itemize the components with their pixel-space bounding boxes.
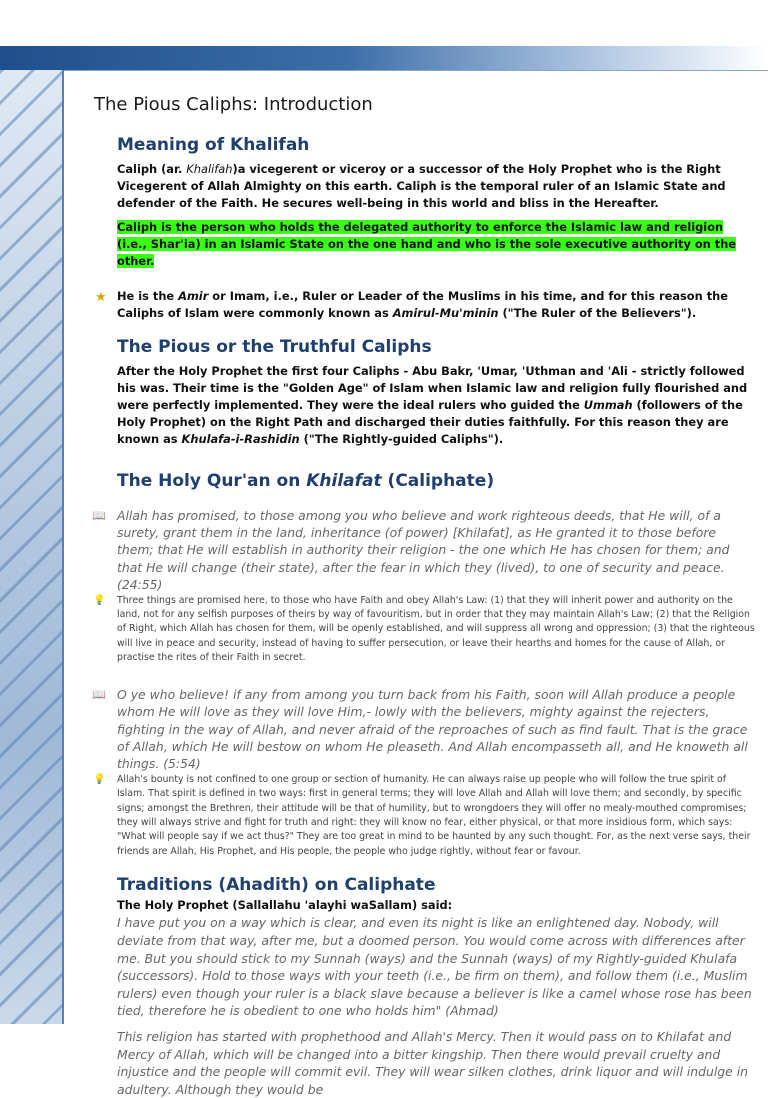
commentary-5-54: 💡 Allah's bounty is not confined to one group or section of humanity. He can always raise up people who will follow the true spirit of Islam. That spirit is defined in two ways: first in general terms; they will love Allah and Allah will love them; and secondly, by specific signs; amongst the Brethren, their attitude will be that of humility, but to wrongdoers they will offer no mealy-mouthed compromises; they will always strive and fight for truth and right: they will know no fear, either physical, or that more insidious form, which says: "What will people say if we act thus?" They are too great in mind to be haunted by any such thought. For, as the next verse says, their friends are Allah, His Prophet, and His people, the people who judge rightly, without fear or favour. xyxy=(93,773,751,857)
traditions-intro: The Holy Prophet (Sallallahu 'alayhi waSallam) said: xyxy=(117,898,453,913)
quran-verse-5-54: 📖 O ye who believe! if any from among you turn back from his Faith, soon will Allah produce a people whom He will love as they will love Him,- lowly with the believers, mighty against the rejecters, fighting in the way of Allah, and never afraid of the reproaches of such as find fault. That is the grace of Allah, which He will bestow on whom He pleaseth. And Allah encompasseth all, and He knoweth all things. (5:54) xyxy=(92,686,748,772)
tradition-1: I have put you on a way which is clear, and even its night is like an enlightened day. Nobody, will deviate from that way, after me, but a doomed person. You would come across with differences after me. But you should stick to my Sunnah (ways) and the Sunnah (ways) of my Rightly-guided Khulafa (successors). Hold to those ways with your teeth (i.e., be firm on them), and follow them (i.e., Muslim rulers) even though your ruler is a black slave because a believer is like a camel whose rose has been tied, therefore he is obedient to one who holds him" (Ahmad) xyxy=(117,915,752,1019)
khalifah-definition: Caliph (ar. Khalifah)a vicegerent or viceroy or a successor of the Holy Prophet who is the Right Vicegerent of Allah Almighty on this earth. Caliph is the temporal ruler of an Islamic State and defender of the Faith. He secures well-being in this world and bliss in the Hereafter. xyxy=(117,162,726,211)
page-title: The Pious Caliphs: Introduction xyxy=(94,94,373,115)
highlighted-definition: Caliph is the person who holds the delegated authority to enforce the Islamic law and religion (i.e., Shar'ia) in an Islamic State on the one hand and who is the sole executive authority on the other. xyxy=(117,219,737,269)
left-rule xyxy=(62,70,64,1024)
tradition-2: This religion has started with prophethood and Allah's Mercy. Then it would pass on to Khilafat and Mercy of Allah, which will be changed into a bitter kingship. Then there would prevail cruelty and injustice and the people will commit evil. They will wear silken clothes, drink liquor and will indulge in adultery. Although they would be xyxy=(117,1028,749,1097)
header-band xyxy=(0,46,768,70)
header-rule xyxy=(0,70,768,71)
heading-quran-on-khilafat: The Holy Qur'an on Khilafat (Caliphate) xyxy=(117,470,495,491)
document-body xyxy=(94,94,756,1098)
lightbulb-icon: 💡 xyxy=(93,773,106,785)
book-icon: 📖 xyxy=(92,687,106,701)
lightbulb-icon: 💡 xyxy=(93,594,106,606)
star-icon: ★ xyxy=(95,290,107,306)
quran-verse-24-55: 📖 Allah has promised, to those among you who believe and work righteous deeds, that He will, of a surety, grant them in the land, inheritance (of power) [Khilafat], as He granted it to those before them; that He will establish in authority their religion - the one which He has chosen for them; and that He will change (their state), after the fear in which they (lived), to one of security and peace. (24:55) xyxy=(92,507,730,593)
pious-caliphs-paragraph: After the Holy Prophet the first four Caliphs - Abu Bakr, 'Umar, 'Uthman and 'Ali - strictly followed his was. Their time is the "Golden Age" of Islam when Islamic law and religion fully flourished and were perfectly implemented. They were the ideal rulers who guided the Ummah (followers of the Holy Prophet) on the Right Path and discharged their duties faithfully. For this reason they are known as Khulafa-i-Rashidin ("The Rightly-guided Caliphs"). xyxy=(117,363,748,447)
commentary-24-55: 💡 Three things are promised here, to those who have Faith and obey Allah's Law: (1) that they will inherit power and authority on the land, not for any selfish purposes of theirs by way of favouritism, but in order that they may maintain Allah's Law; (2) that the Religion of Right, which Allah has chosen for them, will be openly established, and will suppress all wrong and oppression; (3) that the righteous will live in peace and security, instead of having to suffer persecution, or leave their hearths and homes for the cause of Allah, or practise the rites of their Faith in secret. xyxy=(93,594,755,664)
heading-pious-caliphs: The Pious or the Truthful Caliphs xyxy=(117,336,432,357)
amir-bullet: ★ He is the Amir or Imam, i.e., Ruler or Leader of the Muslims in his time, and for this reason the Caliphs of Islam were commonly known as Amirul-Mu'minin ("The Ruler of the Believers"). xyxy=(95,289,728,321)
heading-meaning-of-khalifah: Meaning of Khalifah xyxy=(117,135,310,155)
heading-traditions: Traditions (Ahadith) on Caliphate xyxy=(117,875,436,896)
book-icon: 📖 xyxy=(92,508,106,522)
left-decoration xyxy=(0,70,62,1024)
